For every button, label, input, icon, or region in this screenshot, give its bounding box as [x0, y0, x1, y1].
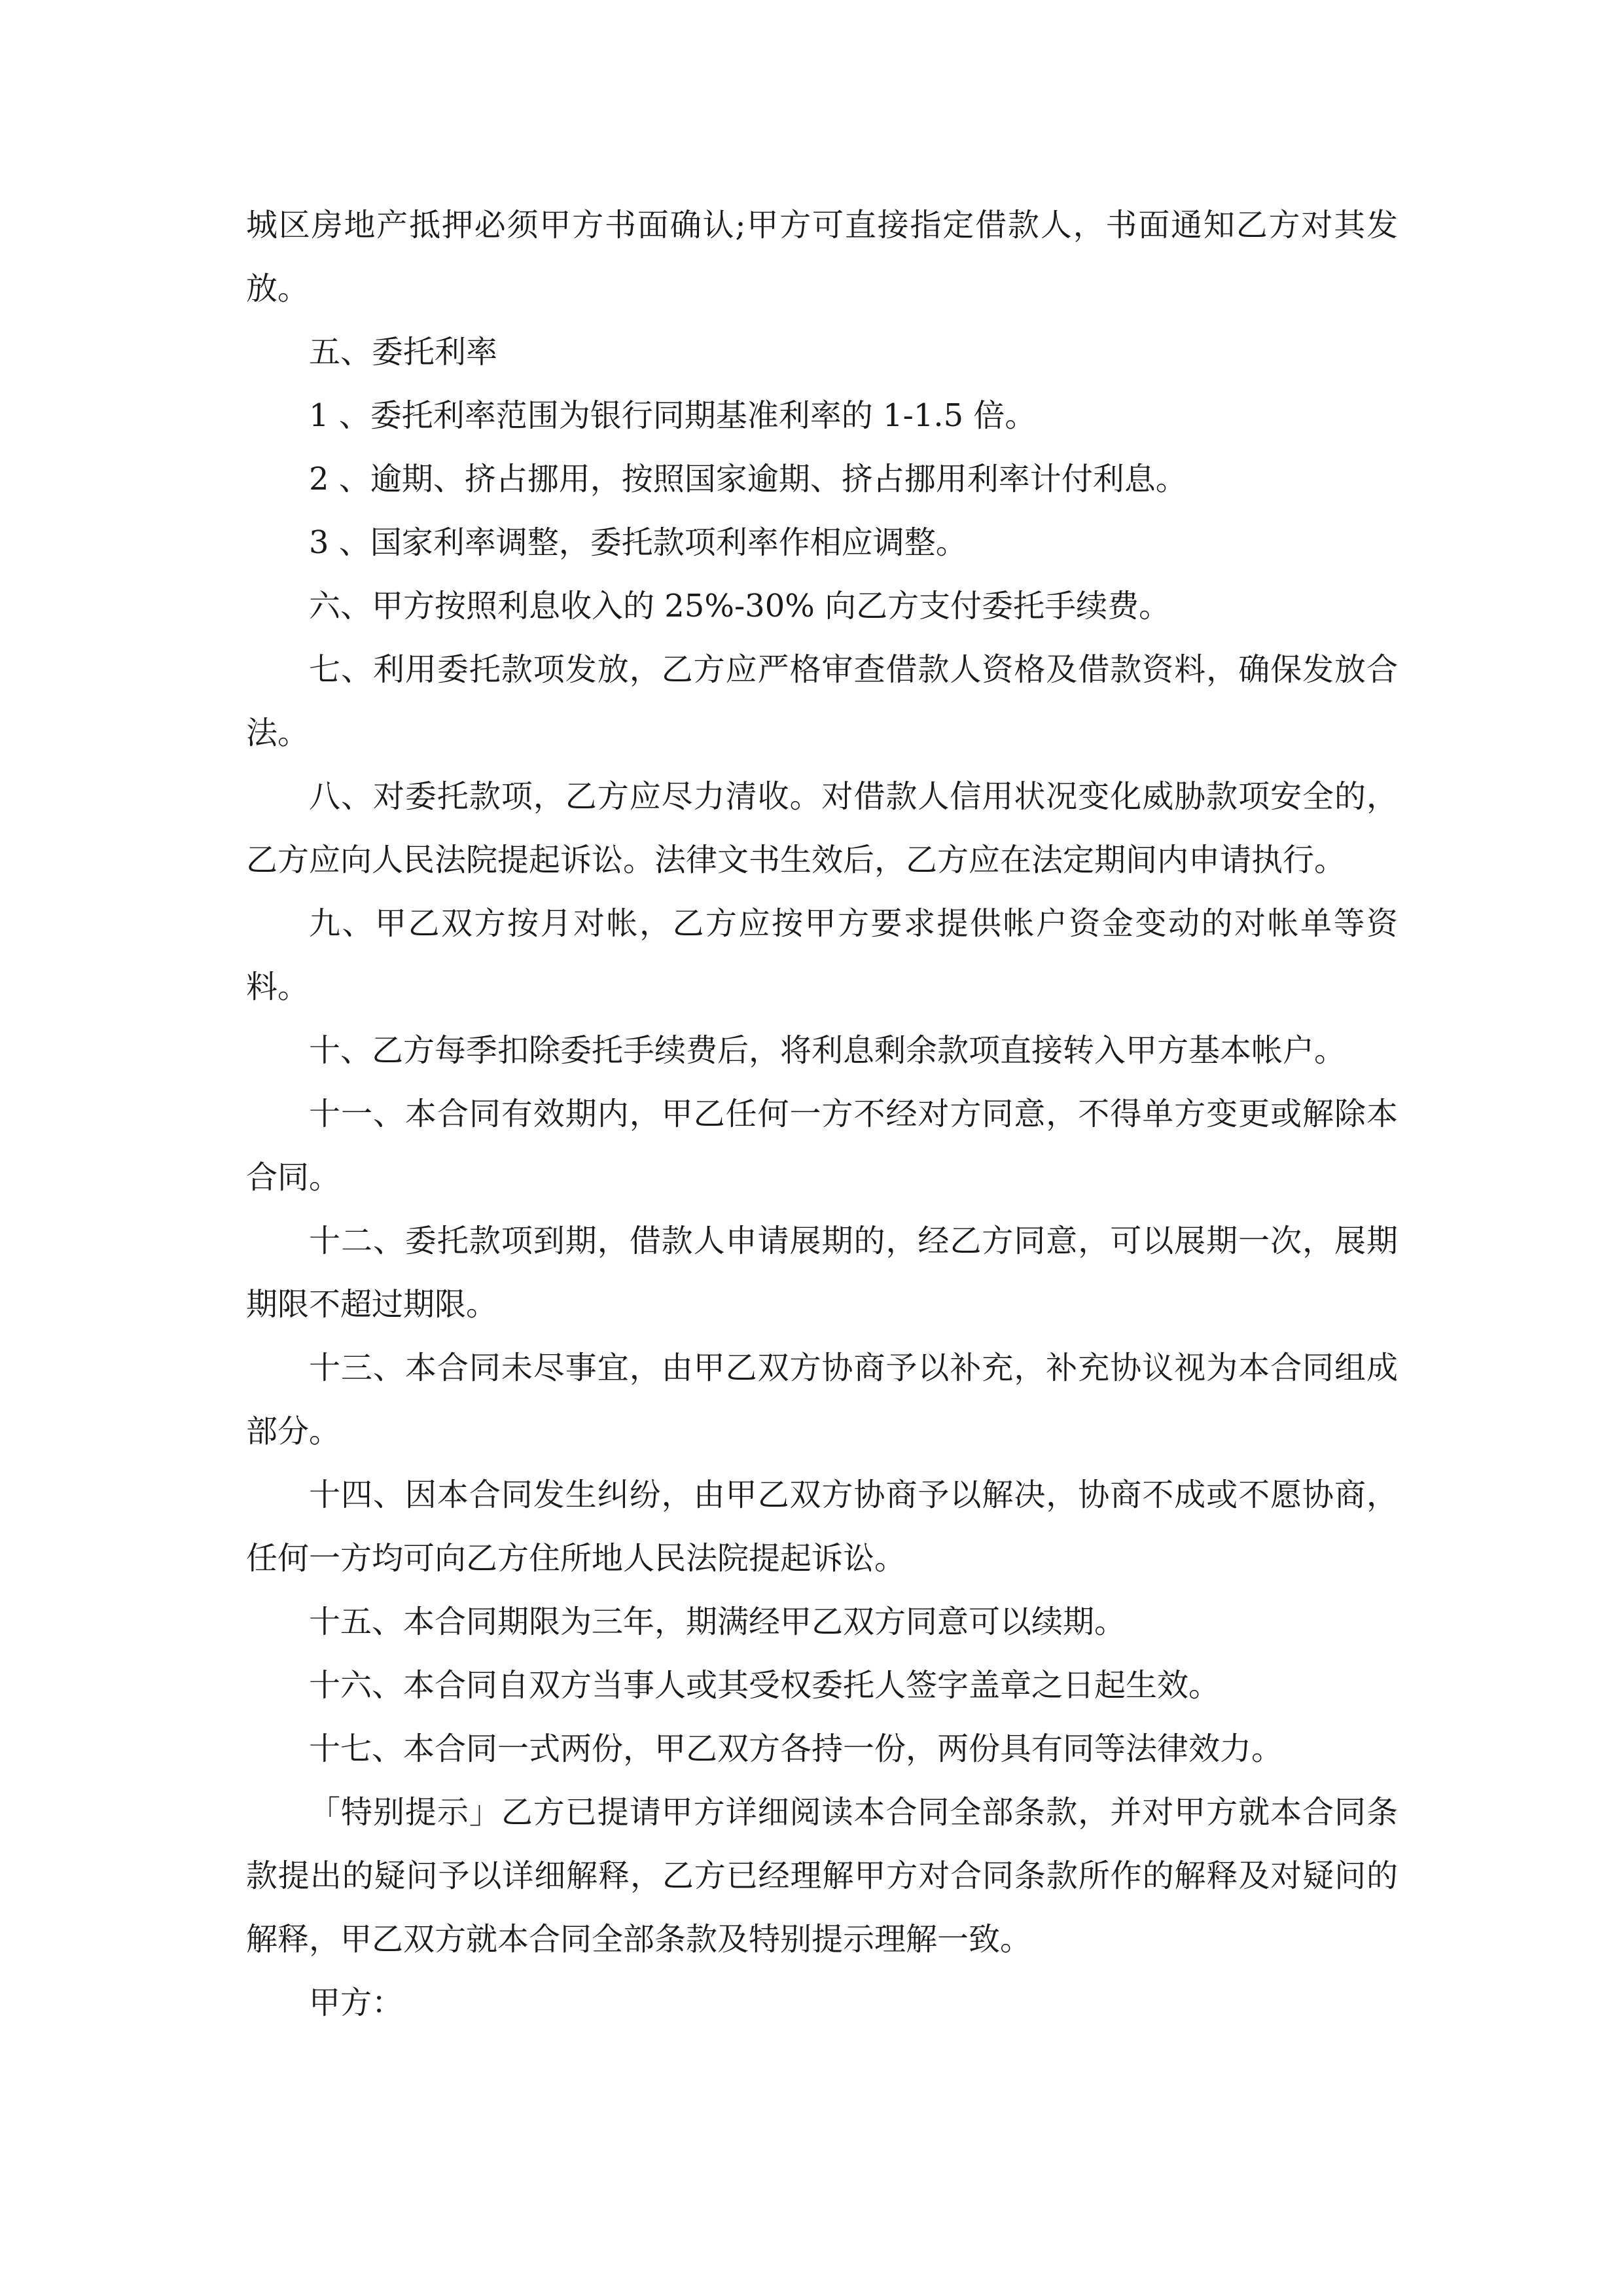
paragraph-continuation: 城区房地产抵押必须甲方书面确认;甲方可直接指定借款人，书面通知乙方对其发放。 [246, 207, 1398, 307]
special-notice: 「特别提示」乙方已提请甲方详细阅读本合同全部条款，并对甲方就本合同条款提出的疑问予以详细解释，乙方已经理解甲方对合同条款所作的解释及对疑问的解释，甲乙双方就本合同全部条款及特别提示理解一致。 [246, 1794, 1398, 1958]
clause-twelve: 十二、委托款项到期，借款人申请展期的，经乙方同意，可以展期一次，展期期限不超过期限。 [246, 1223, 1398, 1323]
paragraph-rate-adjust: 3 、国家利率调整，委托款项利率作相应调整。 [309, 524, 967, 561]
clause-seven: 七、利用委托款项发放，乙方应严格审查借款人资格及借款资料，确保发放合法。 [246, 651, 1398, 751]
clause-fourteen: 十四、因本合同发生纠纷，由甲乙双方协商予以解决，协商不成或不愿协商，任何一方均可向乙方住所地人民法院提起诉讼。 [246, 1477, 1398, 1577]
clause-nine: 九、甲乙双方按月对帐，乙方应按甲方要求提供帐户资金变动的对帐单等资料。 [246, 905, 1398, 1005]
clause-eight: 八、对委托款项，乙方应尽力清收。对借款人信用状况变化威胁款项安全的，乙方应向人民法院提起诉讼。法律文书生效后，乙方应在法定期间内申请执行。 [246, 778, 1398, 878]
clause-six: 六、甲方按照利息收入的 25%-30% 向乙方支付委托手续费。 [309, 588, 1171, 624]
contract-body [246, 194, 1398, 2035]
clause-fifteen: 十五、本合同期限为三年，期满经甲乙双方同意可以续期。 [309, 1604, 1126, 1640]
clause-thirteen: 十三、本合同未尽事宜，由甲乙双方协商予以补充，补充协议视为本合同组成部分。 [246, 1350, 1398, 1450]
clause-seventeen: 十七、本合同一式两份，甲乙双方各持一份，两份具有同等法律效力。 [309, 1731, 1283, 1767]
paragraph-overdue: 2 、逾期、挤占挪用，按照国家逾期、挤占挪用利率计付利息。 [309, 461, 1187, 497]
paragraph-rate-range: 1 、委托利率范围为银行同期基准利率的 1-1.5 倍。 [309, 397, 1037, 434]
party-a-signature-label: 甲方： [309, 1984, 404, 2021]
clause-sixteen: 十六、本合同自双方当事人或其受权委托人签字盖章之日起生效。 [309, 1667, 1221, 1704]
section-heading-interest-rate: 五、委托利率 [309, 334, 498, 370]
clause-ten: 十、乙方每季扣除委托手续费后，将利息剩余款项直接转入甲方基本帐户。 [309, 1032, 1346, 1069]
clause-eleven: 十一、本合同有效期内，甲乙任何一方不经对方同意，不得单方变更或解除本合同。 [246, 1096, 1398, 1196]
